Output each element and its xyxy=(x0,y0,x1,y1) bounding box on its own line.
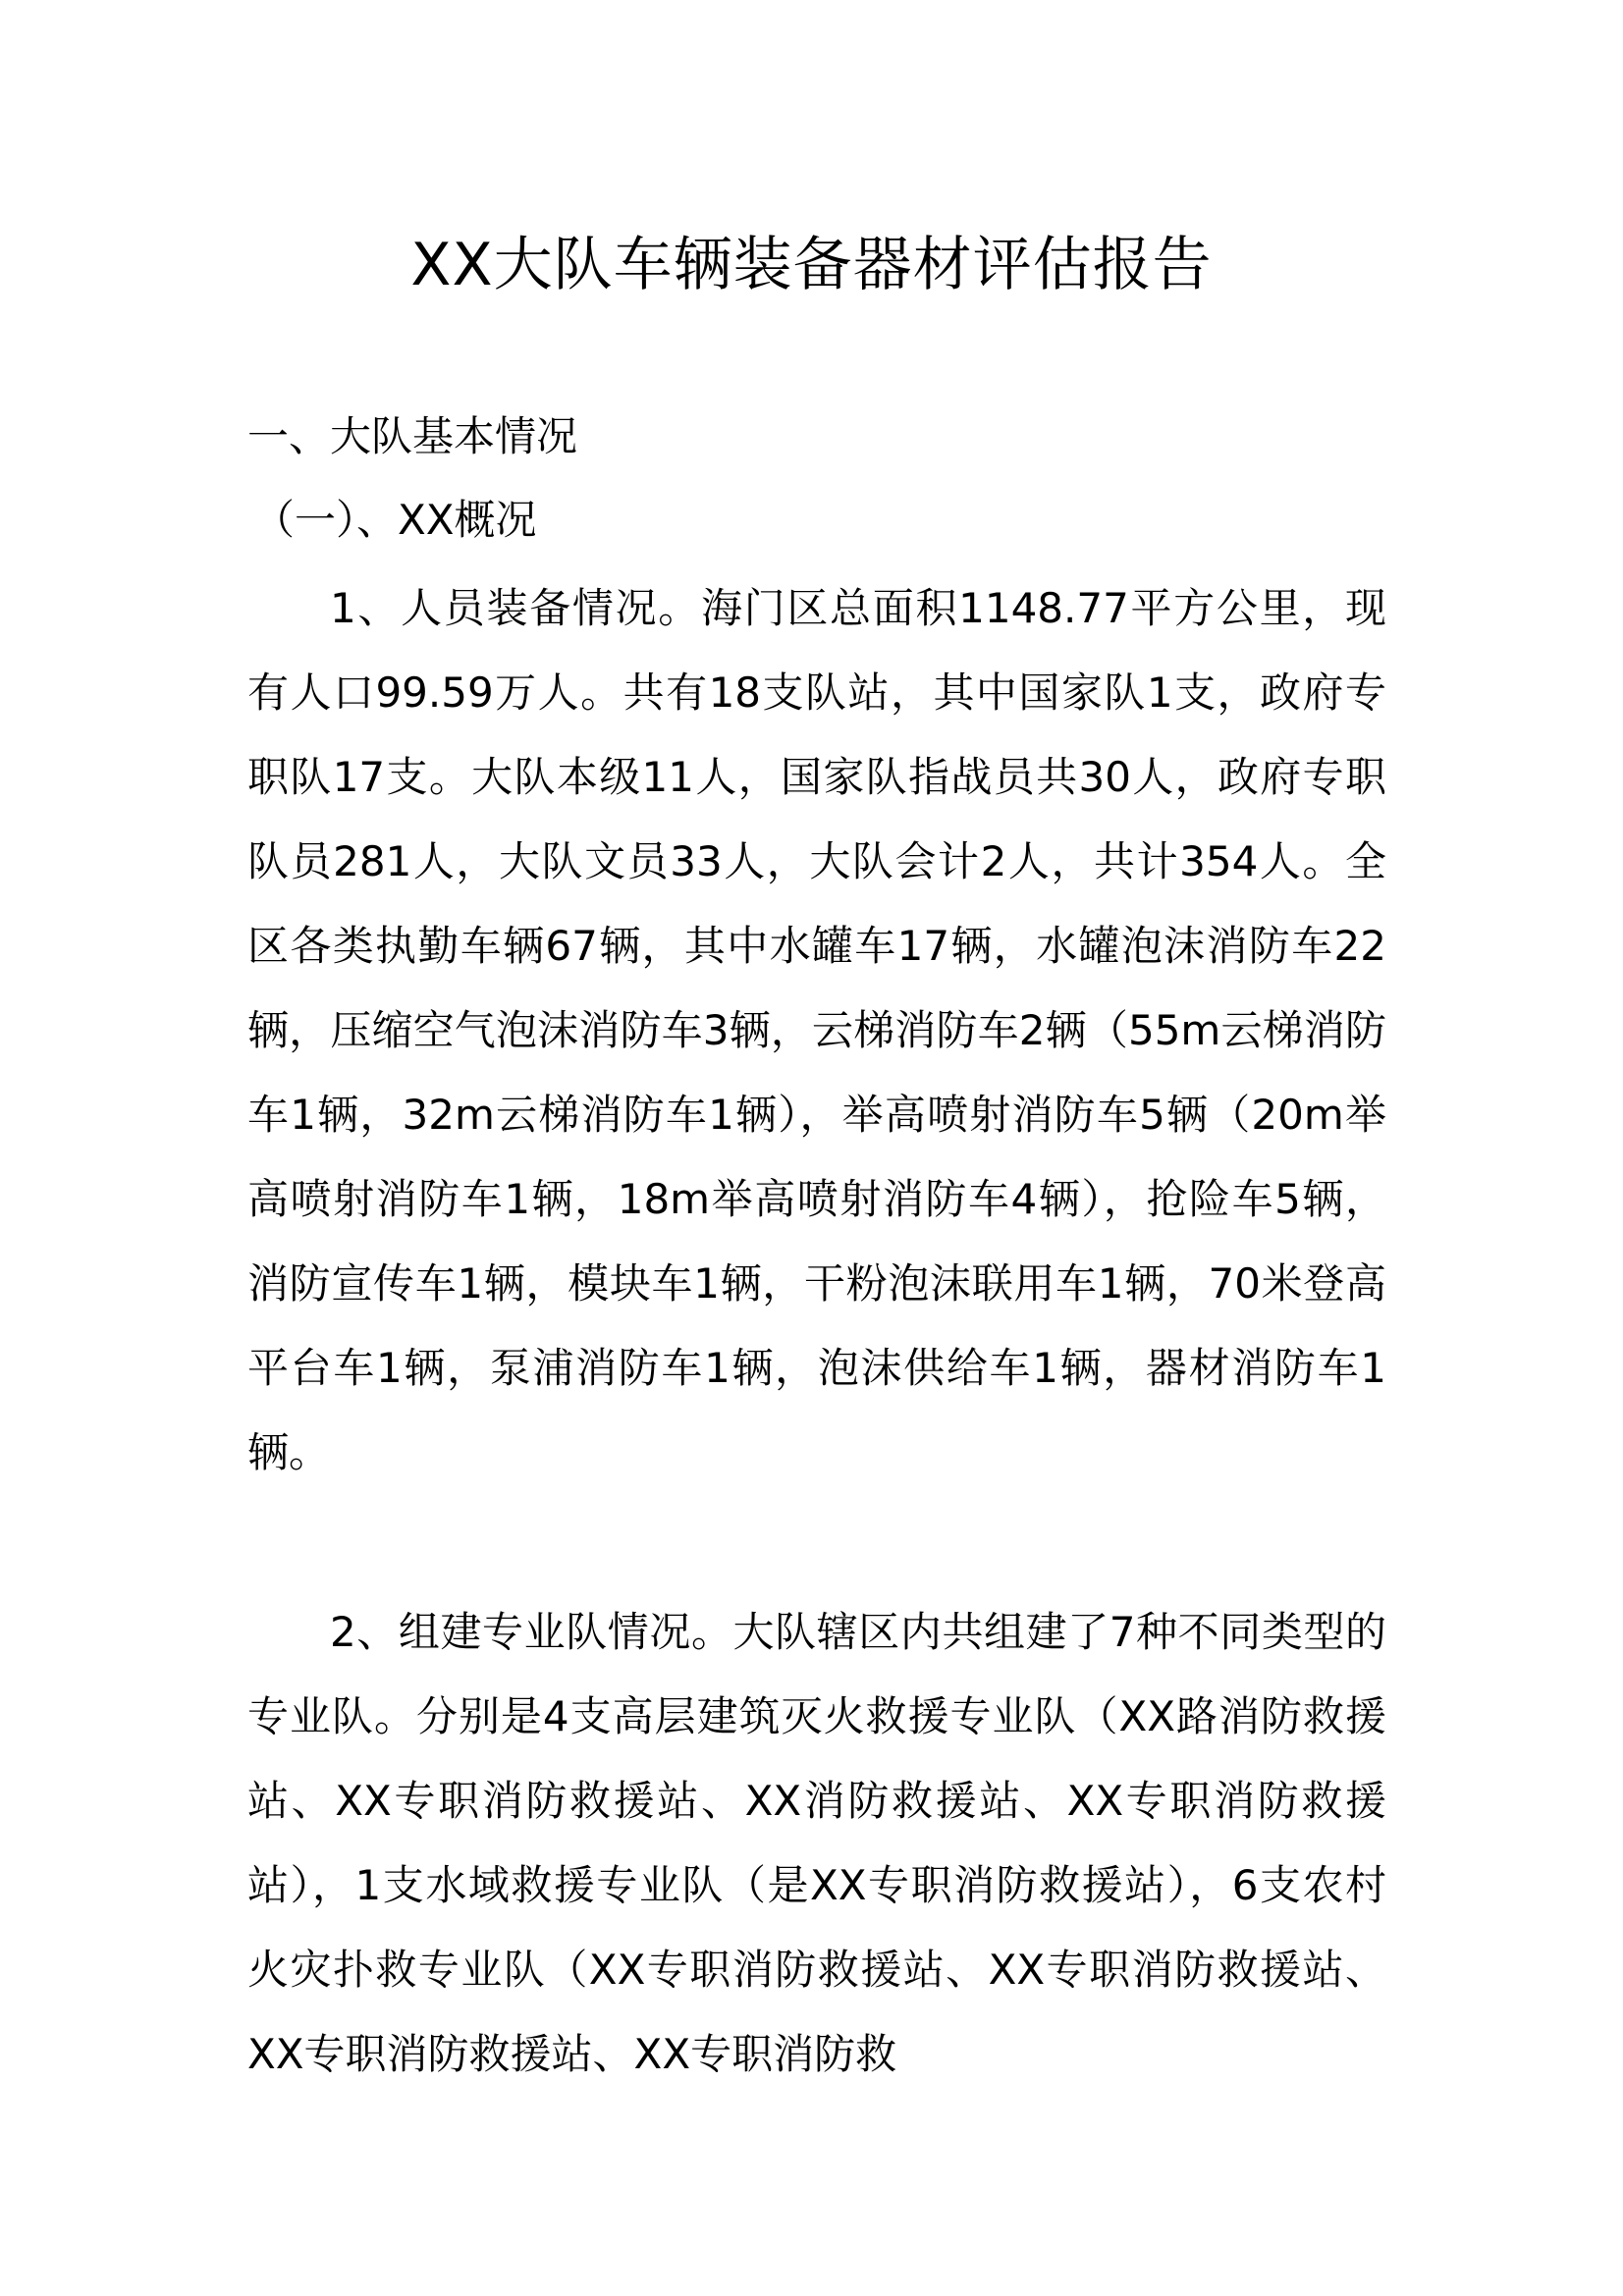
document-title: XX大队车辆装备器材评估报告 xyxy=(410,231,1213,299)
paragraph-specialized-teams: 2、组建专业队情况。大队辖区内共组建了7种不同类型的专业队。分别是4支高层建筑灭火救援专业队（XX路消防救援站、XX专职消防救援站、XX消防救援站、XX专职消防救援站），1支水域救援专业队（是XX专职消防救援站），6支农村火灾扑救专业队（XX专职消防救援站、XX专职消防救援站、XX专职消防救援站、XX专职消防救 xyxy=(247,1608,1386,2078)
subsection-heading: （一）、XX概况 xyxy=(253,496,537,544)
section-heading: 一、大队基本情况 xyxy=(247,412,578,460)
paragraph-personnel-equipment: 1、人员装备情况。海门区总面积1148.77平方公里，现有人口99.59万人。共有18支队站，其中国家队1支，政府专职队17支。大队本级11人，国家队指战员共30人，政府专职队员281人，大队文员33人，大队会计2人，共计354人。全区各类执勤车辆67辆，其中水罐车17辆，水罐泡沫消防车22辆，压缩空气泡沫消防车3辆，云梯消防车2辆（55m云梯消防车1辆，32m云梯消防车1辆），举高喷射消防车5辆（20m举高喷射消防车1辆，18m举高喷射消防车4辆），抢险车5辆，消防宣传车1辆，模块车1辆，干粉泡沫联用车1辆，70米登高平台车1辆，泵浦消防车1辆，泡沫供给车1辆，器材消防车1辆。 xyxy=(247,584,1386,1476)
